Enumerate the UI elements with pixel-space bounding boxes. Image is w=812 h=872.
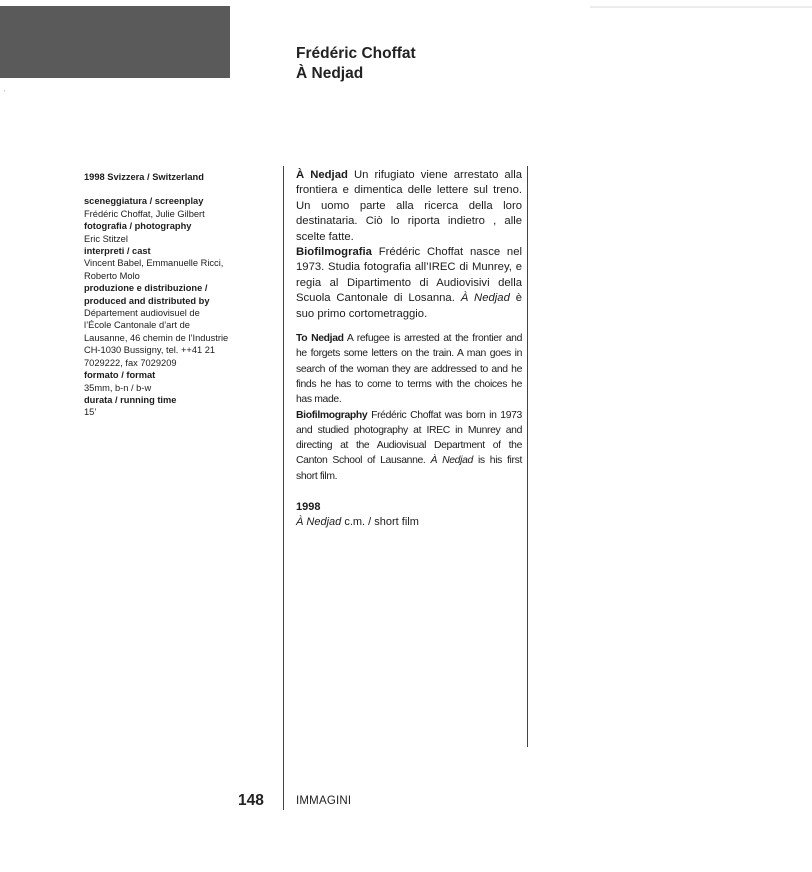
runtime-value: 15’ <box>84 407 97 418</box>
english-text <box>296 331 522 484</box>
italian-synopsis: Un rifugiato viene arrestato alla frontiera e dimentica delle lettere sul treno. Un uomo parte alla ricerca della loro destinataria. Ciò lo riporta indietro , alle scelte fatte. <box>296 169 522 243</box>
filmography-type: c.m. / short film <box>341 516 419 529</box>
english-bio-title: À Nedjad <box>430 455 473 467</box>
filmography-entry <box>296 515 522 530</box>
italian-bio: Frédéric Choffat nasce nel 1973. Studia fotografia all’IREC di Munrey, e regia al Dipartimento di Audiovisivi della Scuola Cantonale di Losanna. <box>296 246 522 305</box>
film-still-image <box>0 6 230 78</box>
screenplay-label: sceneggiatura / screenplay <box>84 196 204 207</box>
english-bio-heading: Biofilmography <box>296 409 368 421</box>
english-synopsis-heading: To Nedjad <box>296 333 344 345</box>
production-label-1: produzione e distribuzione / <box>84 283 208 294</box>
italian-text <box>296 168 522 322</box>
photography-value: Eric Stitzel <box>84 233 128 244</box>
production-value-4: CH-1030 Bussigny, tel. ++41 21 <box>84 345 216 356</box>
production-value-3: Lausanne, 46 chemin de l’Industrie <box>84 332 229 343</box>
director-name: Frédéric Choffat <box>296 45 416 62</box>
filmography-year: 1998 <box>296 501 321 514</box>
cast-label: interpreti / cast <box>84 246 151 257</box>
cast-value-1: Vincent Babel, Emmanuelle Ricci, <box>84 258 224 269</box>
text-column <box>296 168 522 531</box>
scan-streak <box>590 6 812 8</box>
english-synopsis: A refugee is arrested at the frontier and he forgets some letters on the train. A man goes in search of the woman they are addressed to and he finds he has to come to terms with the choices he has made. <box>296 333 522 406</box>
country-year: 1998 Svizzera / Switzerland <box>84 172 204 182</box>
format-value: 35mm, b-n / b-w <box>84 382 152 393</box>
runtime-label: durata / running time <box>84 394 177 405</box>
column-divider-left <box>283 166 284 810</box>
production-value-1: Département audiovisuel de <box>84 308 200 319</box>
production-value-2: l’École Cantonale d’art de <box>84 320 190 331</box>
english-bio: Frédéric Choffat was born in 1973 and studied photography at IREC in Munrey and directing at the Audiovisual Department of the Canton School of Lausanne. <box>296 409 522 467</box>
production-value-5: 7029222, fax 7029209 <box>84 357 177 368</box>
cast-value-2: Roberto Molo <box>84 270 140 281</box>
italian-bio-title: À Nedjad <box>460 292 510 305</box>
english-bio-tail: is his first short film. <box>296 455 523 482</box>
filmography-film: À Nedjad <box>296 516 342 529</box>
italian-bio-tail: è suo primo cortometraggio. <box>296 292 522 320</box>
film-title: À Nedjad <box>296 65 364 82</box>
scan-mark: ˏ <box>3 83 6 92</box>
photography-label: fotografia / photography <box>84 221 192 232</box>
page-number: 148 <box>238 792 264 809</box>
format-label: formato / format <box>84 370 156 381</box>
screenplay-value: Frédéric Choffat, Julie Gilbert <box>84 208 205 219</box>
page-title <box>296 44 416 84</box>
credits-column <box>84 171 274 419</box>
filmography <box>296 500 522 531</box>
italian-synopsis-heading: À Nedjad <box>296 169 348 181</box>
section-name: IMMAGINI <box>296 795 352 807</box>
column-divider-right <box>527 166 528 747</box>
production-label-2: produced and distributed by <box>84 295 210 306</box>
italian-bio-heading: Biofilmografia <box>296 246 372 259</box>
